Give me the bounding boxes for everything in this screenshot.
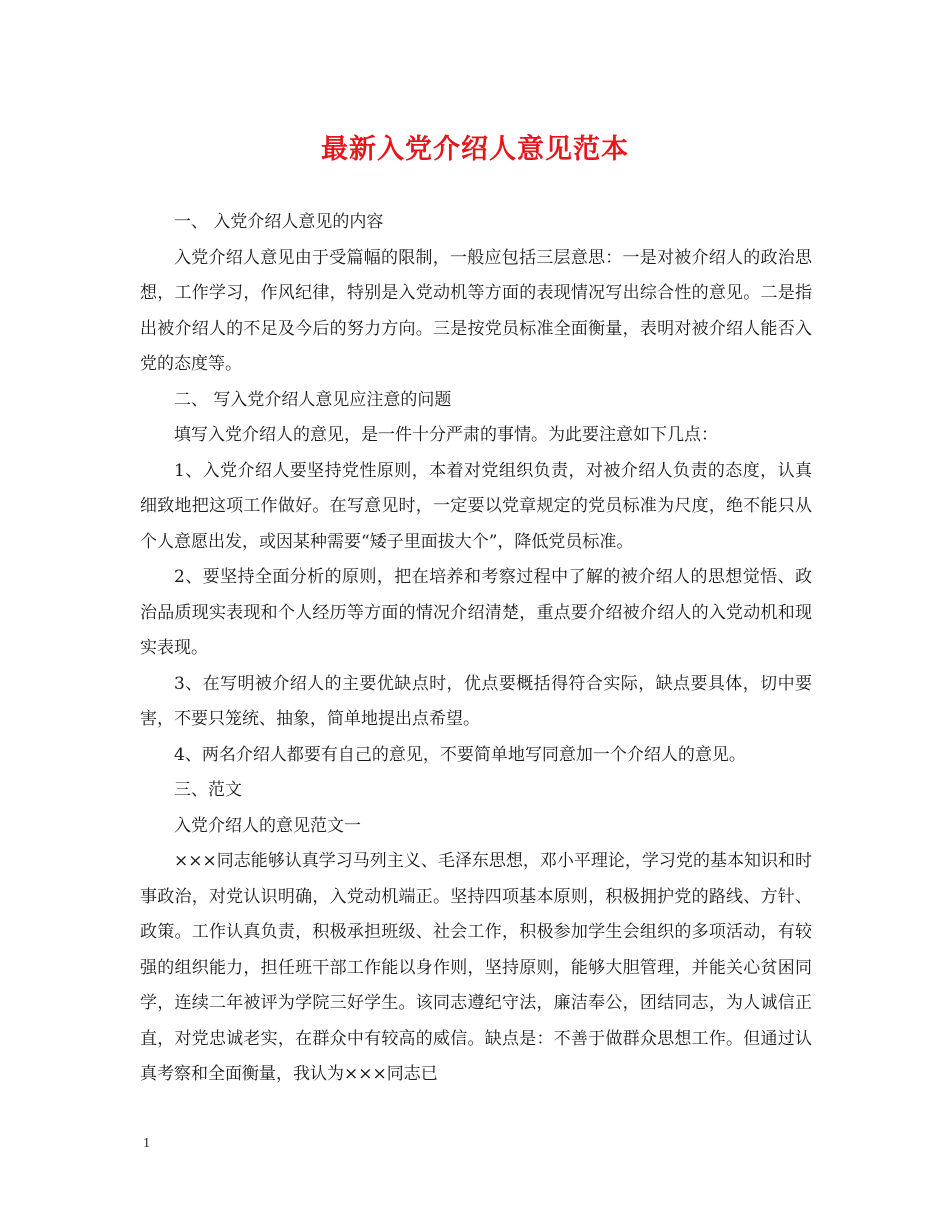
section-heading-3: 三、范文 <box>174 780 242 800</box>
sample-paragraph: ×××同志能够认真学习马列主义、毛泽东思想，邓小平理论，学习党的基本知识和时事政治，对党认识明确，入党动机端正。坚持四项基本原则，积极拥护党的路线、方针、政策。工作认真负责，积极承担班级、社会工作，积极参加学生会组织的多项活动，有较强的组织能力，担任班干部工作能以身作则，坚持原则，能够大胆管理，并能关心贫困同学，连续二年被评为学院三好学生。该同志遵纪守法，廉洁奉公，团结同志，为人诚信正直，对党忠诚老实，在群众中有较高的威信。缺点是：不善于做群众思想工作。但通过认真考察和全面衡量，我认为×××同志已 <box>140 851 812 1084</box>
document-title: 最新入党介绍人意见范本 <box>321 134 629 165</box>
list-item-1: 1、入党介绍人要坚持党性原则，本着对党组织负责，对被介绍人负责的态度，认真细致地把这项工作做好。在写意见时，一定要以党章规定的党员标准为尺度，绝不能只从个人意愿出发，或因某种需要“矮子里面拔大个”，降低党员标准。 <box>140 460 812 552</box>
list-item-4: 4、两名介绍人都要有自己的意见，不要简单地写同意加一个介绍人的意见。 <box>174 744 746 765</box>
page-number: 1 <box>143 1136 150 1151</box>
document-body <box>140 205 812 1093</box>
sample-title: 入党介绍人的意见范文一 <box>174 815 361 836</box>
paragraph: 填写入党介绍人的意见，是一件十分严肃的事情。为此要注意如下几点： <box>174 425 718 445</box>
paragraph: 入党介绍人意见由于受篇幅的限制，一般应包括三层意思：一是对被介绍人的政治思想，工作学习，作风纪律，特别是入党动机等方面的表现情况写出综合性的意见。二是指出被介绍人的不足及今后的努力方向。三是按党员标准全面衡量，表明对被介绍人能否入党的态度等。 <box>140 247 812 374</box>
section-heading-1: 一、 入党介绍人意见的内容 <box>174 212 384 232</box>
list-item-3: 3、在写明被介绍人的主要优缺点时，优点要概括得符合实际，缺点要具体，切中要害，不要只笼统、抽象，简单地提出点希望。 <box>140 673 812 729</box>
section-heading-2: 二、 写入党介绍人意见应注意的问题 <box>174 389 452 410</box>
list-item-2: 2、要坚持全面分析的原则，把在培养和考察过程中了解的被介绍人的思想觉悟、政治品质现实表现和个人经历等方面的情况介绍清楚，重点要介绍被介绍人的入党动机和现实表现。 <box>140 567 812 658</box>
